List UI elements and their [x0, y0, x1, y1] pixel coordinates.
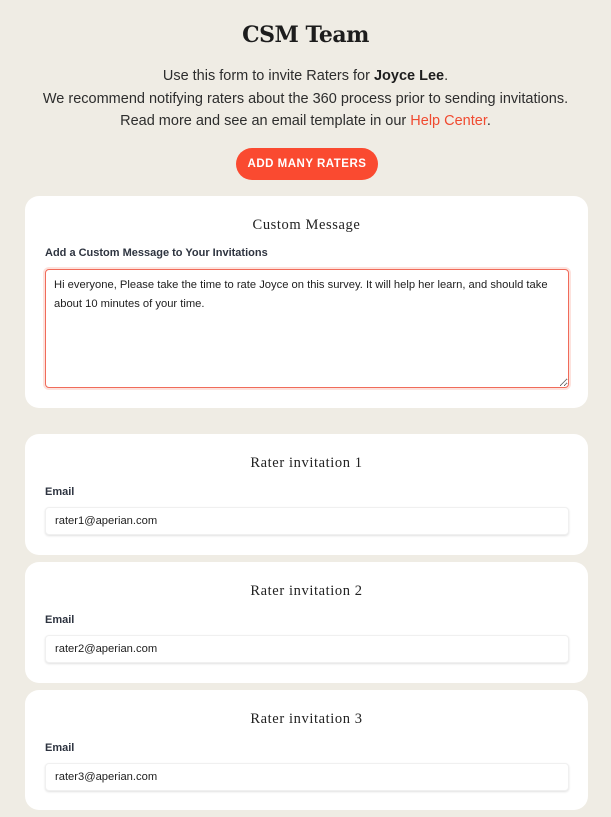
custom-message-card	[25, 196, 588, 408]
ratee-name: Joyce Lee	[373, 68, 445, 84]
custom-message-title: Custom Message	[252, 217, 361, 233]
email-label: Email	[45, 742, 75, 754]
help-center-link[interactable]: Help Center	[410, 113, 487, 129]
intro-text	[0, 65, 611, 133]
rater-card-title: Rater invitation 2	[250, 583, 363, 599]
intro-line-1: Use this form to invite Raters for Joyce Lee.	[162, 68, 449, 84]
email-label: Email	[45, 486, 75, 498]
intro-line-3: Read more and see an email template in our Help Center.	[120, 113, 491, 129]
rater-card-1	[25, 434, 588, 555]
page-title: CSM Team	[242, 22, 369, 48]
rater-card-title: Rater invitation 1	[250, 455, 363, 471]
rater-2-email-input[interactable]	[45, 635, 569, 663]
email-label: Email	[45, 614, 75, 626]
custom-message-label: Add a Custom Message to Your Invitations	[45, 247, 268, 259]
rater-card-title: Rater invitation 3	[250, 711, 363, 727]
custom-message-textarea[interactable]	[45, 269, 569, 388]
rater-card-3	[25, 690, 588, 810]
rater-3-email-input[interactable]	[45, 763, 569, 791]
rater-1-email-input[interactable]	[45, 507, 569, 535]
add-many-raters-button[interactable]: ADD MANY RATERS	[236, 148, 378, 180]
intro-line-2: We recommend notifying raters about the 360 process prior to sending invitations.	[42, 90, 569, 107]
rater-card-2	[25, 562, 588, 683]
